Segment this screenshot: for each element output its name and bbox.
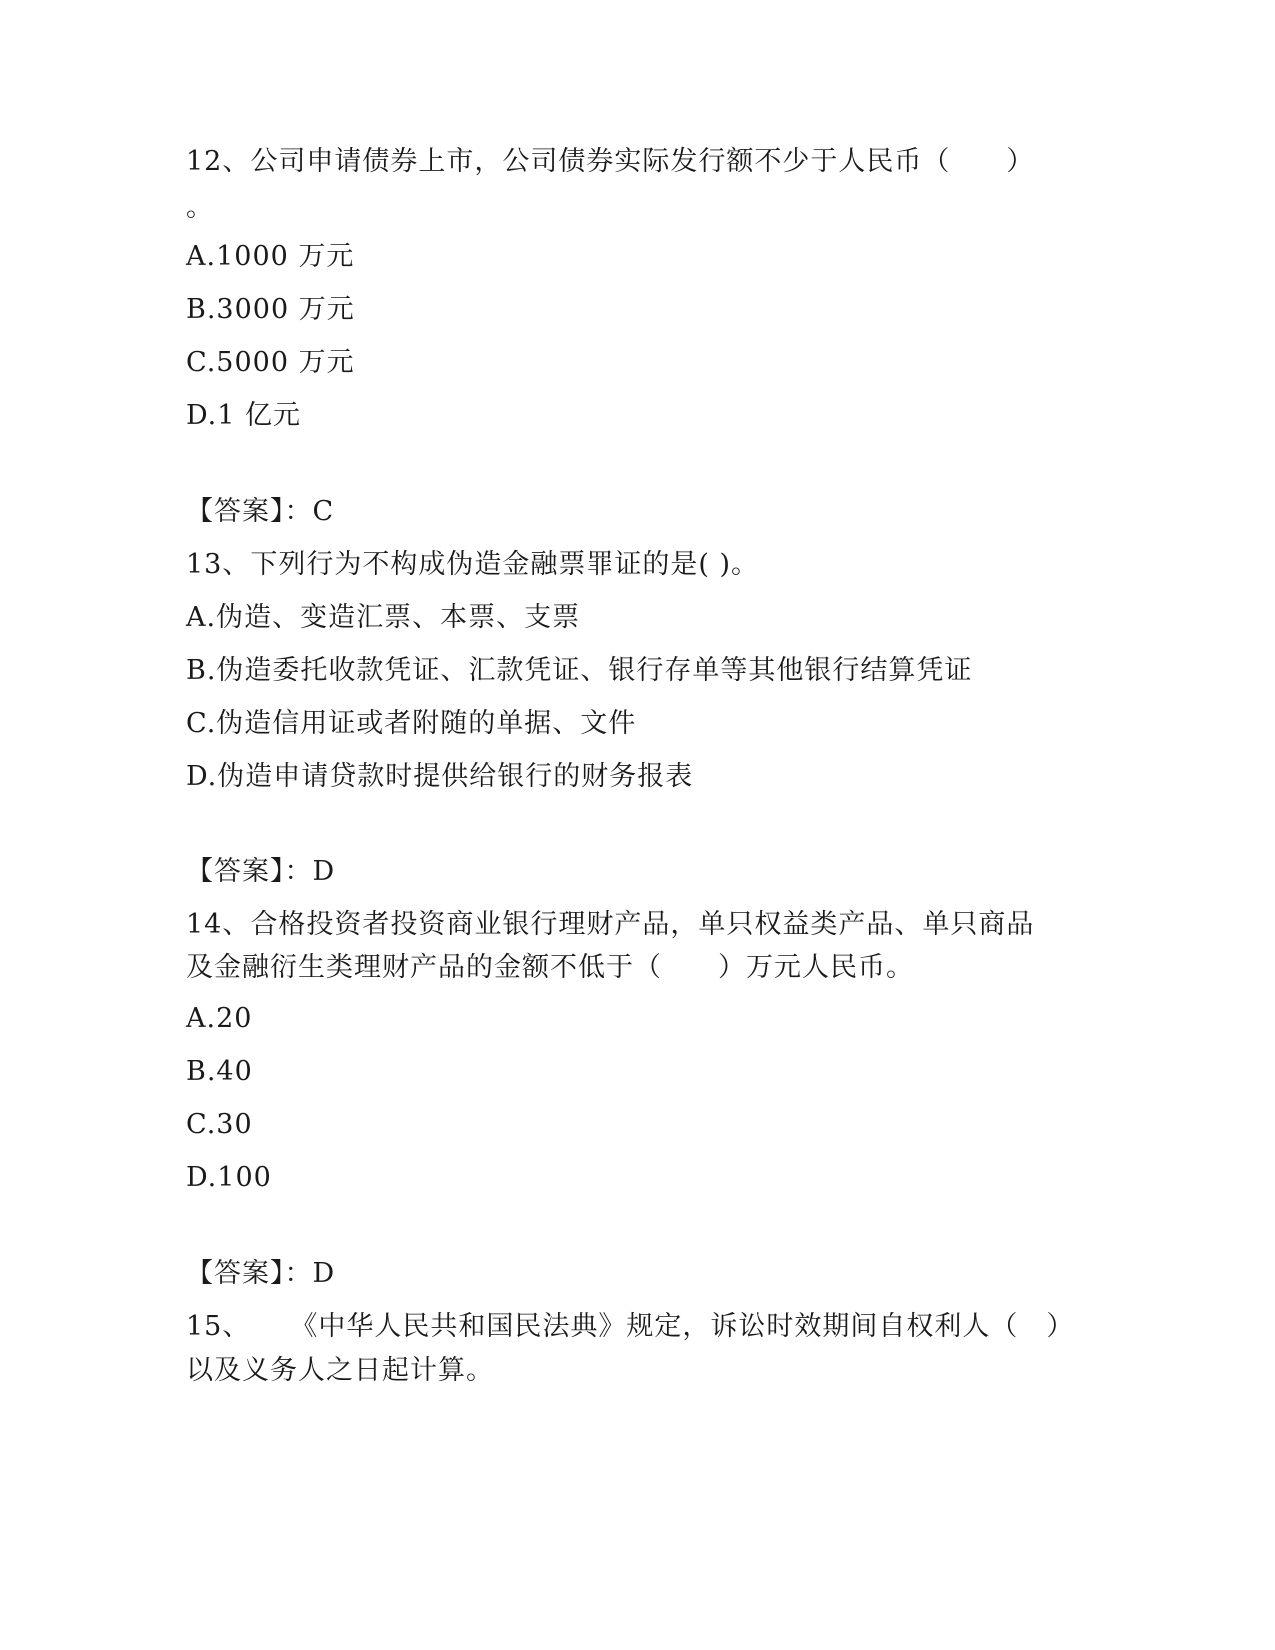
question-12-stem-line1: 12、公司申请债券上市，公司债券实际发行额不少于人民币（ ） bbox=[186, 146, 1035, 177]
question-14-option-d: D.100 bbox=[186, 1162, 272, 1193]
question-15-stem-text: 《中华人民共和国民法典》规定，诉讼时效期间自权利人（ ） bbox=[290, 1311, 1075, 1342]
question-12-stem-line2: 。 bbox=[186, 192, 214, 223]
question-13-option-a: A.伪造、变造汇票、本票、支票 bbox=[186, 602, 581, 633]
question-13-option-b: B.伪造委托收款凭证、汇款凭证、银行存单等其他银行结算凭证 bbox=[186, 655, 973, 686]
question-13-answer: 【答案】：D bbox=[186, 856, 336, 887]
question-12-answer: 【答案】：C bbox=[186, 496, 335, 527]
question-14-option-b: B.40 bbox=[186, 1056, 253, 1087]
question-13-option-c: C.伪造信用证或者附随的单据、文件 bbox=[186, 708, 637, 739]
question-12-option-d: D.1 亿元 bbox=[186, 400, 302, 431]
question-15-stem-line1 bbox=[186, 1309, 1075, 1345]
question-13-stem-line1: 13、下列行为不构成伪造金融票罪证的是( )。 bbox=[186, 549, 760, 580]
question-12-option-b: B.3000 万元 bbox=[186, 294, 355, 325]
question-14-option-a: A.20 bbox=[186, 1003, 253, 1034]
question-15-stem-line2: 以及义务人之日起计算。 bbox=[186, 1355, 494, 1386]
question-14-stem-line1: 14、合格投资者投资商业银行理财产品，单只权益类产品、单只商品 bbox=[186, 909, 1035, 940]
question-12-option-c: C.5000 万元 bbox=[186, 347, 355, 378]
question-13-option-d: D.伪造申请贷款时提供给银行的财务报表 bbox=[186, 761, 694, 792]
question-12-option-a: A.1000 万元 bbox=[186, 241, 355, 272]
question-14-answer: 【答案】：D bbox=[186, 1258, 336, 1289]
question-14-option-c: C.30 bbox=[186, 1109, 253, 1140]
question-15-number: 15、 bbox=[186, 1311, 251, 1342]
question-14-stem-line2: 及金融衍生类理财产品的金额不低于（ ）万元人民币。 bbox=[186, 952, 914, 983]
